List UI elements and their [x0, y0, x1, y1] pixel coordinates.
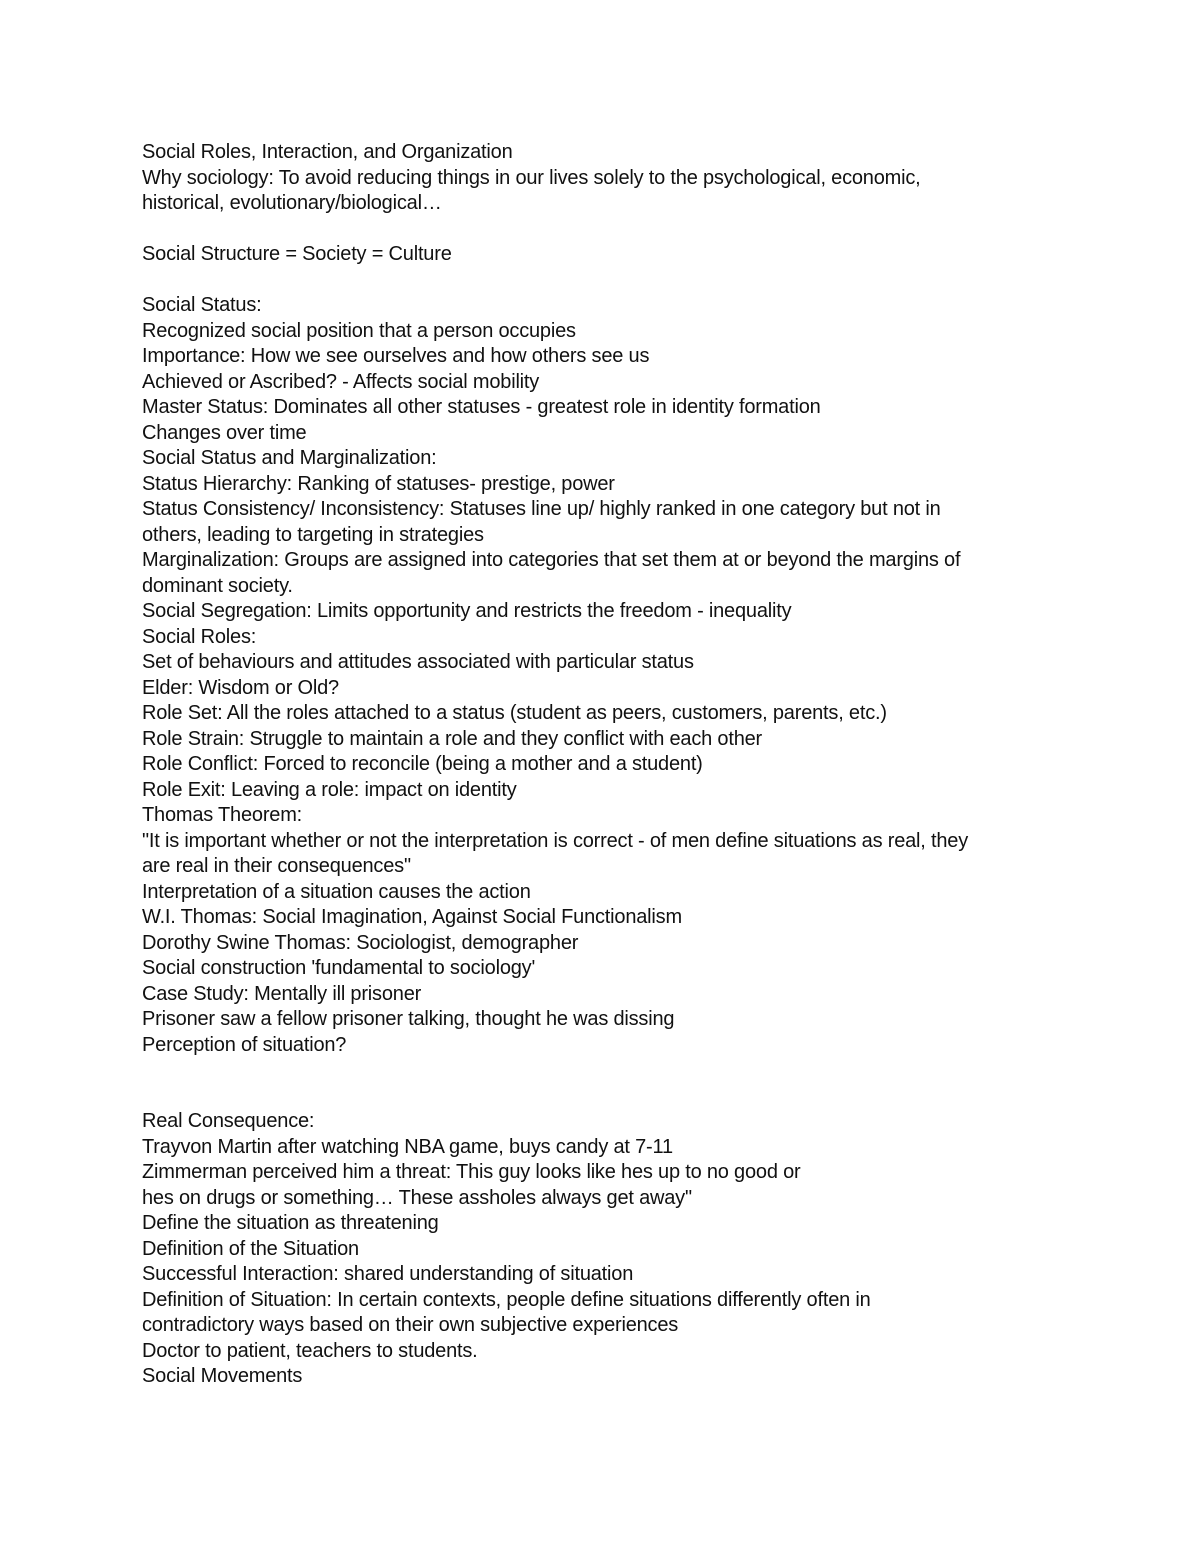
text-line: Master Status: Dominates all other statuses - greatest role in identity formation: [142, 396, 821, 418]
blank-line: [142, 217, 1072, 243]
text-line: W.I. Thomas: Social Imagination, Against Social Functionalism: [142, 906, 682, 928]
document-body: [142, 140, 1072, 1390]
text-line: Thomas Theorem:: [142, 804, 303, 826]
text-line: Role Strain: Struggle to maintain a role and they conflict with each other: [142, 727, 762, 750]
text-line: historical, evolutionary/biological…: [142, 192, 442, 214]
text-line: Importance: How we see ourselves and how others see us: [142, 345, 650, 367]
text-line: Status Hierarchy: Ranking of statuses- prestige, power: [142, 472, 615, 495]
text-line: Achieved or Ascribed? - Affects social mobility: [142, 370, 540, 393]
text-line: Interpretation of a situation causes the action: [142, 880, 531, 903]
text-line: Zimmerman perceived him a threat: This guy looks like hes up to no good or: [142, 1161, 801, 1183]
text-line: Social Status and Marginalization:: [142, 447, 437, 469]
text-line: "It is important whether or not the interpretation is correct - of men define situations as real, they: [142, 829, 968, 852]
text-line: Why sociology: To avoid reducing things in our lives solely to the psychological, economic,: [142, 166, 921, 189]
text-line: Marginalization: Groups are assigned into categories that set them at or beyond the margins of: [142, 549, 961, 571]
text-line: Definition of Situation: In certain contexts, people define situations differently often in: [142, 1288, 871, 1311]
text-line: Changes over time: [142, 421, 307, 444]
blank-line: [142, 1084, 1072, 1110]
text-line: Role Set: All the roles attached to a status (student as peers, customers, parents, etc.): [142, 702, 887, 724]
text-line: Case Study: Mentally ill prisoner: [142, 982, 422, 1005]
text-line: Set of behaviours and attitudes associated with particular status: [142, 651, 694, 673]
text-line: others, leading to targeting in strategies: [142, 523, 484, 546]
text-line: Social Roles:: [142, 625, 257, 648]
text-line: Status Consistency/ Inconsistency: Statuses line up/ highly ranked in one category but not in: [142, 498, 941, 520]
blank-line: [142, 1058, 1072, 1084]
text-line: Social Movements: [142, 1365, 303, 1387]
text-line: Define the situation as threatening: [142, 1212, 439, 1234]
text-line: Perception of situation?: [142, 1033, 347, 1056]
text-line: Successful Interaction: shared understanding of situation: [142, 1263, 634, 1285]
text-line: Social Structure = Society = Culture: [142, 243, 452, 265]
text-line: Elder: Wisdom or Old?: [142, 676, 339, 699]
text-line: Definition of the Situation: [142, 1237, 359, 1260]
text-line: Prisoner saw a fellow prisoner talking, thought he was dissing: [142, 1008, 675, 1030]
text-line: Role Conflict: Forced to reconcile (being a mother and a student): [142, 753, 703, 775]
text-line: Doctor to patient, teachers to students.: [142, 1339, 478, 1362]
text-line: hes on drugs or something… These assholes always get away": [142, 1186, 692, 1209]
text-line: Recognized social position that a person occupies: [142, 319, 576, 342]
text-line: Social Segregation: Limits opportunity and restricts the freedom - inequality: [142, 600, 792, 622]
text-line: Trayvon Martin after watching NBA game, buys candy at 7-11: [142, 1135, 673, 1158]
text-line: Real Consequence:: [142, 1110, 315, 1132]
text-line: dominant society.: [142, 574, 293, 597]
text-line: Dorothy Swine Thomas: Sociologist, demographer: [142, 931, 579, 954]
text-line: Social Status:: [142, 294, 262, 316]
text-line: Role Exit: Leaving a role: impact on identity: [142, 778, 517, 801]
blank-line: [142, 268, 1072, 294]
text-line: Social Roles, Interaction, and Organization: [142, 141, 513, 163]
text-line: contradictory ways based on their own subjective experiences: [142, 1314, 679, 1336]
text-line: are real in their consequences": [142, 855, 411, 877]
text-line: Social construction 'fundamental to sociology': [142, 957, 536, 979]
